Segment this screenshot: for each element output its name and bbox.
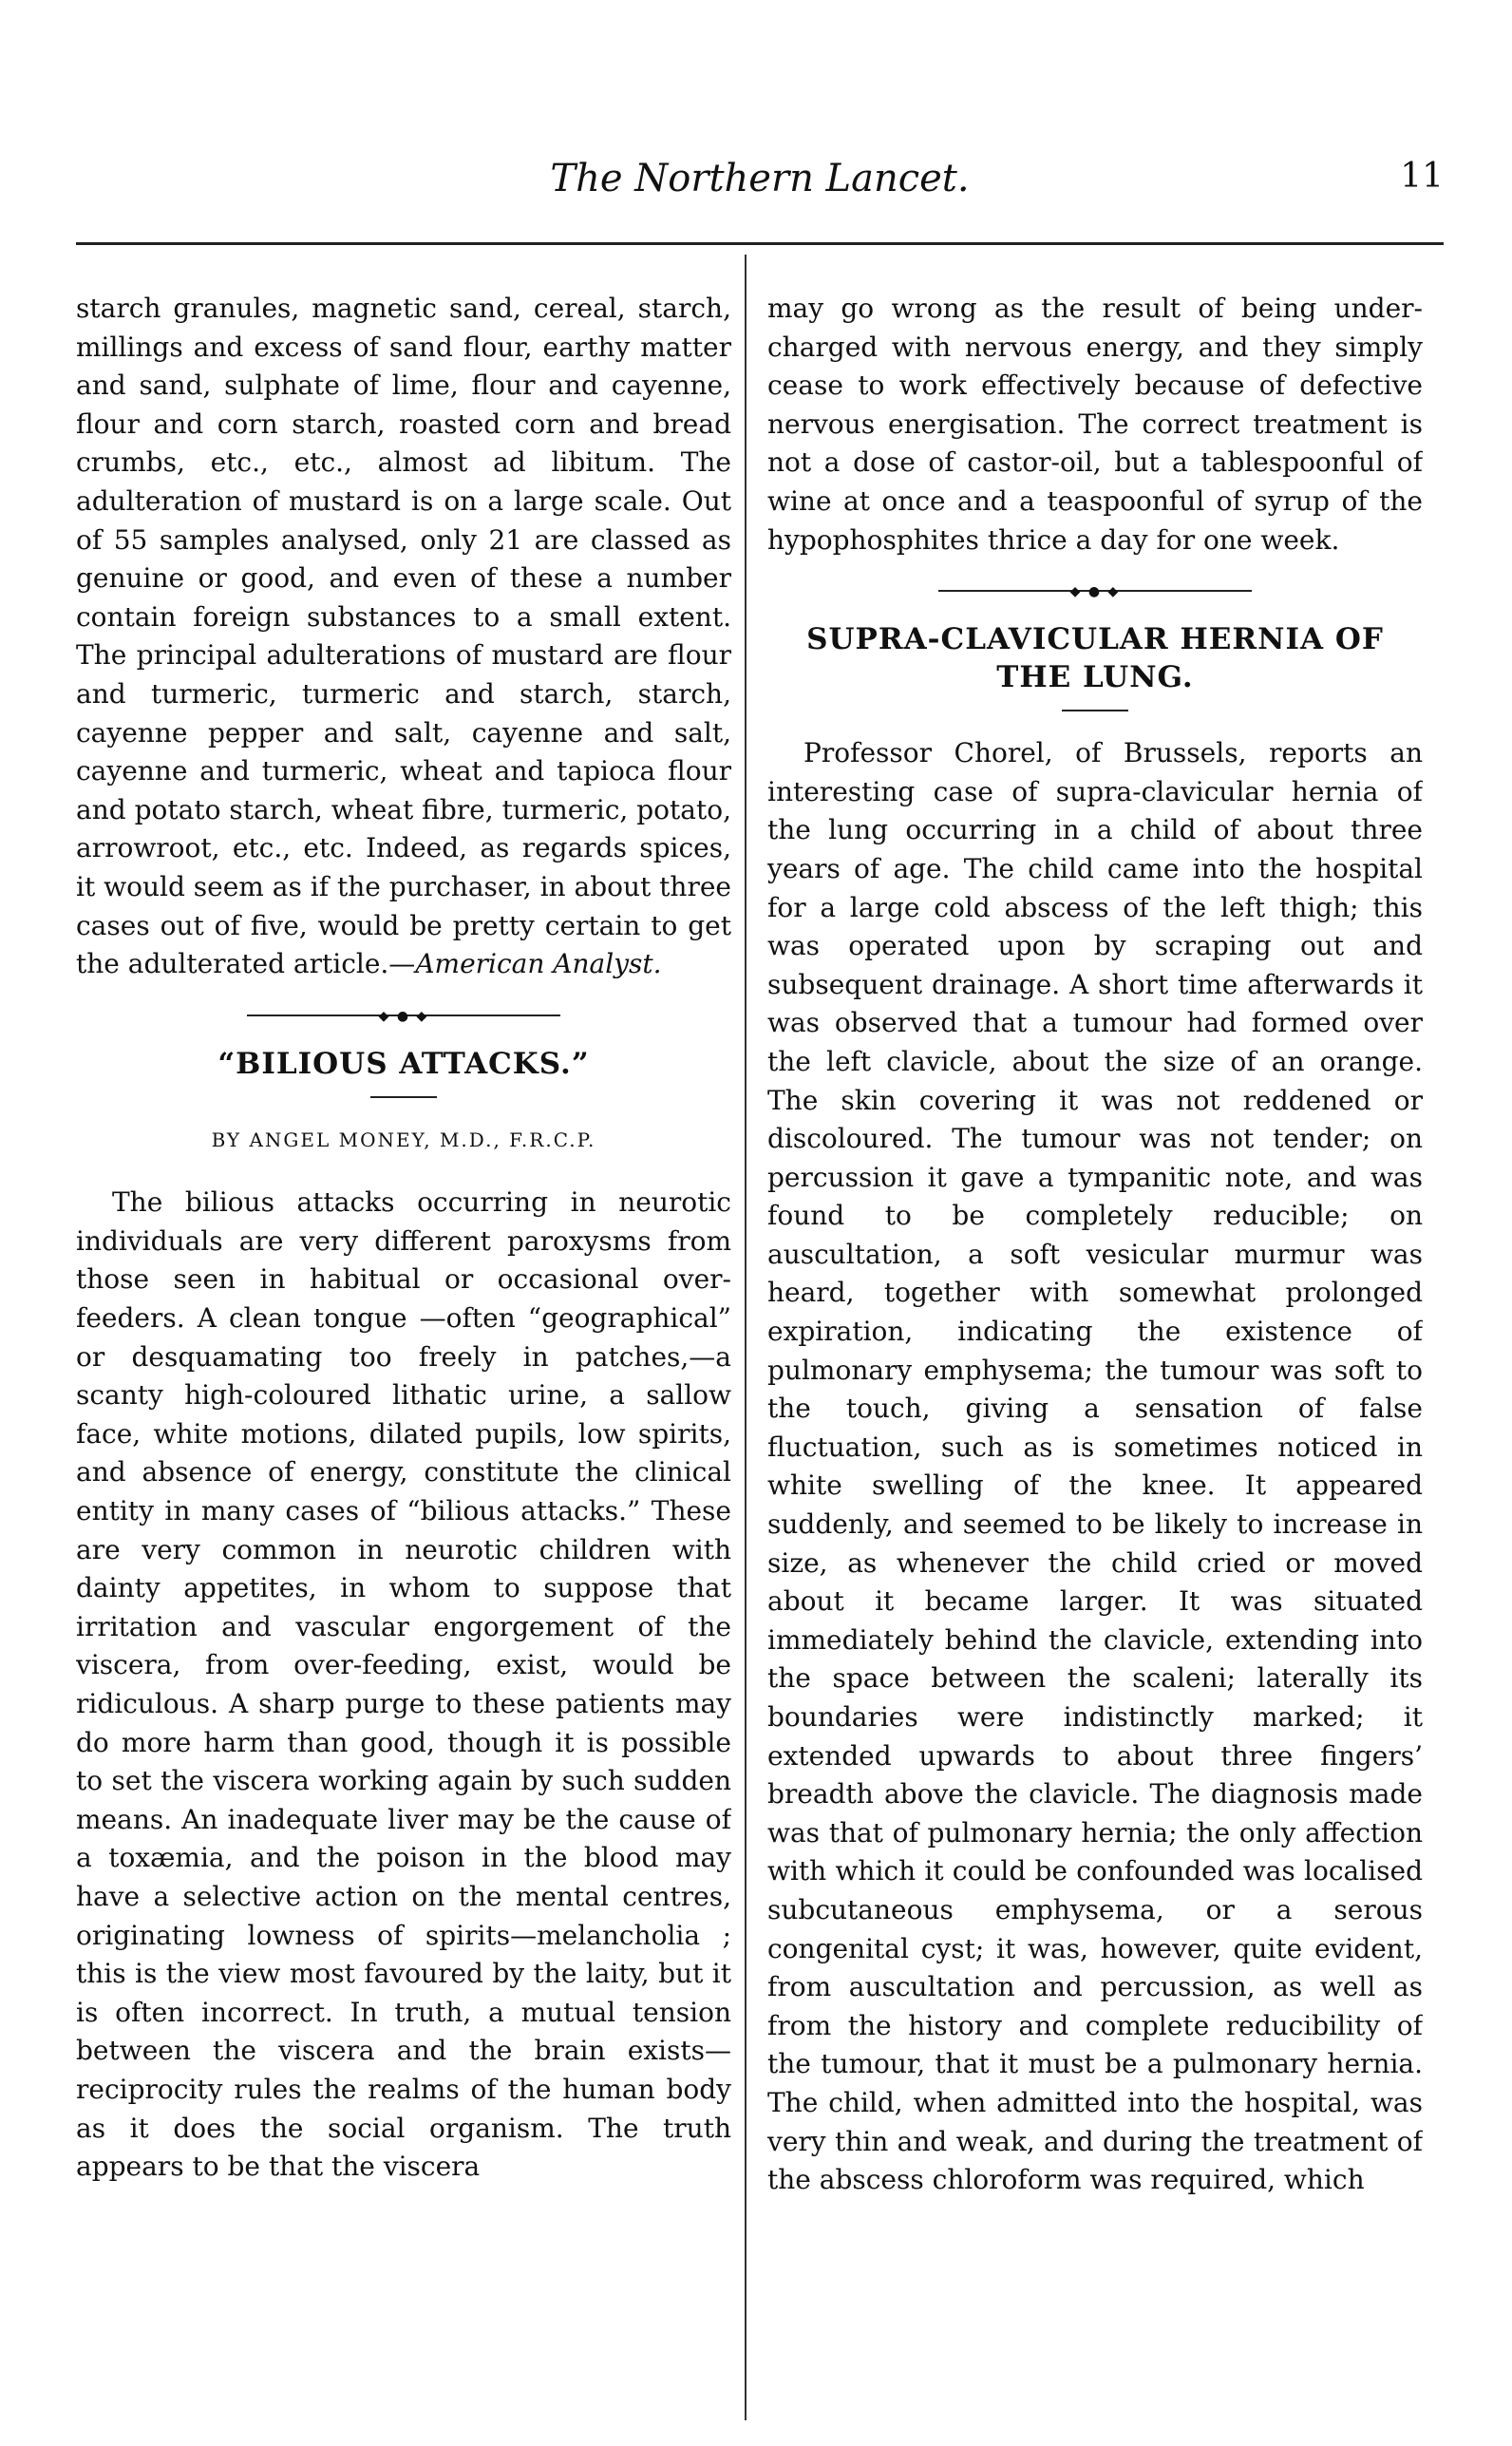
continued-paragraph: may go wrong as the result of being under-charged with nervous energy, and they simply cease to work effectively because of defective nervous energisation. The correct treatment is not a dose of castor-oil, but a tablespoonful of wine at once and a teaspoonful of syrup of the hypophosphites thrice a day for one week. [767,293,1423,556]
bilious-attacks-body: The bilious attacks occurring in neurotic individuals are very different paroxysms from those seen in habitual or occasional over-feeders. A clean tongue —often “geographical” or desquamating too freely in patches,—a scanty high-coloured lithatic urine, a sallow face, white motions, dilated pupils, low spirits, and absence of energy, constitute the clinical entity in many cases of “bilious attacks.” These are very common in neurotic children with dainty appetites, in whom to suppose that irritation and vascular engorgement of the viscera, from over-feeding, exist, would be ridiculous. A sharp purge to these patients may do more harm than good, though it is possible to set the viscera working again by such sudden means. An inadequate liver may be the cause of a toxæmia, and the poison in the blood may have a selective action on the mental centres, originating lowness of spirits—melancholia ; this is the view most favoured by the laity, but it is often incorrect. In truth, a mutual tension between the viscera and the brain exists—reciprocity rules the realms of the human body as it does the social organism. The truth appears to be that the viscera [76,1186,731,2183]
column-divider [745,255,747,2420]
title-rule [370,1096,437,1098]
header-rule [76,242,1444,245]
article-byline: BY ANGEL MONEY, M.D., F.R.C.P. [211,1128,596,1151]
title-rule [1062,710,1128,711]
bilious-attacks-title: “BILIOUS ATTACKS.” [217,1046,590,1081]
section-ornament [938,584,1252,597]
running-head [76,157,1444,214]
hernia-article-title: SUPRA-CLAVICULAR HERNIA OF THE LUNG. [806,622,1384,695]
mustard-adulteration-paragraph [76,290,731,984]
adulteration-text: starch granules, magnetic sand, cereal, starch, millings and excess of sand flour, earthy matter and sand, sulphate of lime, flour and cayenne, flour and corn starch, roasted corn and bread crumbs, etc., etc., almost ad libitum. The adulteration of mustard is on a large scale. Out of 55 samples analysed, only 21 are classed as genuine or good, and even of these a number contain foreign substances to a small extent. The principal adulterations of mustard are flour and turmeric, turmeric and starch, starch, cayenne pepper and salt, cayenne and salt, cayenne and turmeric, wheat and tapioca flour and potato starch, wheat fibre, turmeric, potato, arrowroot, etc., etc. Indeed, as regards spices, it would seem as if the purchaser, in about three cases out of five, would be pretty certain to get the adulterated article.— [76,293,731,980]
left-column [76,290,731,2418]
source-citation: American Analyst. [415,948,662,980]
page-number: 11 [1400,157,1444,196]
section-ornament [247,1009,560,1022]
journal-title: The Northern Lancet. [550,157,970,200]
right-column [767,290,1423,2418]
hernia-article-body: Professor Chorel, of Brussels, reports an interesting case of supra-clavicular hernia of the lung occurring in a child of about three years of age. The child came into the hospital for a large cold abscess of the left thigh; this was operated upon by scraping out and subsequent drainage. A short time afterwards it was observed that a tumour had formed over the left clavicle, about the size of an orange. The skin covering it was not reddened or discoloured. The tumour was not tender; on percussion it gave a tympanitic note, and was found to be completely reducible; on auscultation, a soft vesicular murmur was heard, together with somewhat prolonged expiration, indicating the existence of pulmonary emphysema; the tumour was soft to the touch, giving a sensation of false fluctuation, such as is sometimes noticed in white swelling of the knee. It appeared suddenly, and seemed to be likely to increase in size, as whenever the child cried or moved about it became larger. It was situated immediately behind the clavicle, extending into the space between the scaleni; laterally its boundaries were indistinctly marked; it extended upwards to about three fingers’ breadth above the clavicle. The diagnosis made was that of pulmonary hernia; the only affection with which it could be confounded was localised subcutaneous emphysema, or a serous congenital cyst; it was, however, quite evident, from auscultation and percussion, as well as from the history and complete reducibility of the tumour, that it must be a pulmonary hernia. The child, when admitted into the hospital, was very thin and weak, and during the treatment of the abscess chloroform was required, which [767,737,1423,2196]
